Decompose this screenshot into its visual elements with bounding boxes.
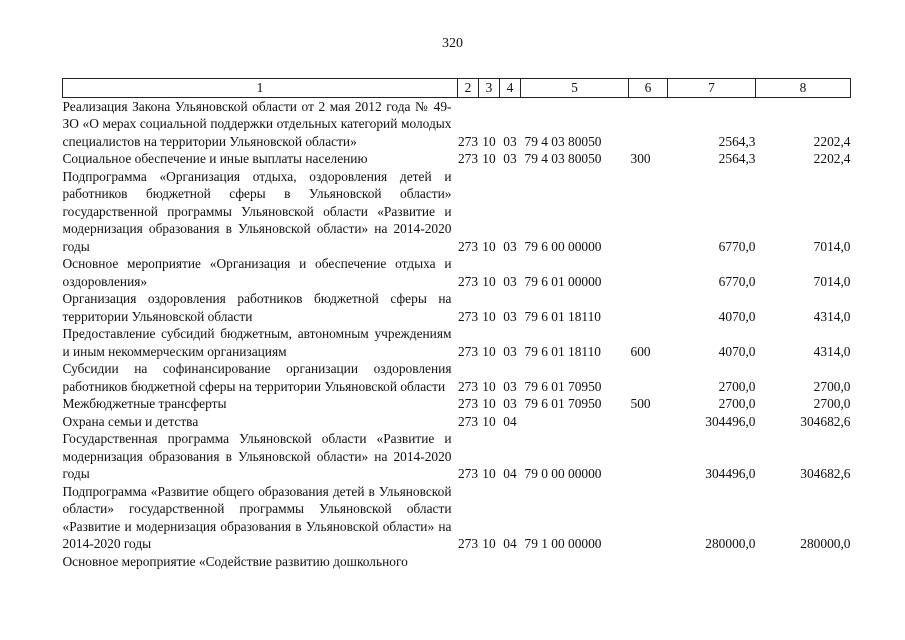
cell-subsection-code: 03: [503, 151, 517, 166]
cell-amount-year1: 280000,0: [705, 536, 756, 551]
cell-description: Межбюджетные трансферты: [62, 396, 227, 411]
cell-description: Подпрограмма «Развитие общего образования детей в Ульяновской области» государственной программы Ульяновской области «Развитие и модернизация образования в Ульяновской области» на 2014-2020 годы: [62, 483, 452, 551]
cell-expense-type: 600: [630, 343, 651, 359]
column-header: 1: [63, 79, 458, 98]
cell-description: Основное мероприятие «Организация и обеспечение отдыха и оздоровления»: [62, 256, 452, 289]
cell-amount-year2: 2202,4: [813, 133, 851, 149]
cell-amount-year1: 2564,3: [718, 133, 756, 149]
cell-expense-type: [629, 290, 668, 325]
table-row: [63, 553, 851, 571]
table-row: [63, 430, 851, 483]
cell-ministry-code: 273: [457, 396, 479, 411]
cell-amount-year1: 4070,0: [718, 343, 756, 359]
table-row: [63, 150, 851, 168]
cell-ministry-code: 273: [457, 273, 479, 289]
cell-subsection-code: 04: [503, 536, 517, 551]
cell-amount-year2: 2700,0: [813, 396, 851, 411]
cell-amount-year1: 304496,0: [705, 466, 756, 481]
cell-section-code: [479, 553, 500, 571]
cell-expense-type: [629, 360, 668, 395]
budget-table: [62, 78, 851, 570]
cell-expense-type: [629, 97, 668, 150]
cell-ministry-code: 273: [457, 466, 479, 481]
cell-subsection-code: 03: [503, 396, 517, 411]
cell-amount-year2: 304682,6: [800, 466, 851, 481]
cell-expense-type: [629, 413, 668, 431]
table-row: [63, 360, 851, 395]
cell-subsection-code: 03: [503, 308, 517, 324]
cell-ministry-code: 273: [457, 308, 479, 324]
cell-description: Предоставление субсидий бюджетным, автономным учреждениям и иным некоммерческим организациям: [62, 326, 452, 359]
cell-section-code: 10: [482, 273, 496, 289]
cell-ministry-code: 273: [457, 238, 479, 254]
table-row: [63, 395, 851, 413]
cell-subsection-code: 03: [503, 238, 517, 254]
cell-ministry-code: 273: [457, 378, 479, 394]
table-row: [63, 97, 851, 150]
cell-amount-year2: 2202,4: [813, 151, 851, 166]
cell-description: Организация оздоровления работников бюджетной сферы на территории Ульяновской области: [62, 291, 452, 324]
cell-description: Субсидии на софинансирование организации оздоровления работников бюджетной сферы на территории Ульяновской области: [62, 361, 452, 394]
table-row: [63, 255, 851, 290]
cell-section-code: 10: [482, 238, 496, 254]
cell-description: Реализация Закона Ульяновской области от 2 мая 2012 года № 49-ЗО «О мерах социальной поддержки отдельных категорий молодых специалистов на территории Ульяновской области»: [62, 98, 452, 149]
cell-section-code: 10: [482, 536, 496, 551]
cell-ministry-code: 273: [457, 536, 479, 551]
cell-target-article: [521, 413, 629, 431]
column-header: 5: [521, 79, 629, 98]
table-row: [63, 290, 851, 325]
column-header: 6: [629, 79, 668, 98]
cell-ministry-code: [458, 553, 479, 571]
cell-amount-year1: 2700,0: [718, 396, 756, 411]
column-header: 7: [668, 79, 756, 98]
cell-amount-year2: 304682,6: [800, 413, 851, 429]
cell-expense-type: [629, 255, 668, 290]
cell-section-code: 10: [482, 151, 496, 166]
cell-subsection-code: 04: [503, 466, 517, 481]
cell-amount-year2: 7014,0: [813, 273, 851, 289]
cell-description: Подпрограмма «Организация отдыха, оздоровления детей и работников бюджетной сферы в Ульяновской области» государственной программы Ульяновской области «Развитие и модернизация образования в Ульяновской области» на 2014-2020 годы: [62, 168, 452, 254]
cell-ministry-code: 273: [457, 133, 479, 149]
cell-section-code: 10: [482, 413, 496, 429]
cell-amount-year2: 280000,0: [800, 536, 851, 551]
cell-ministry-code: 273: [457, 151, 479, 166]
cell-subsection-code: 04: [503, 413, 517, 429]
cell-target-article: 79 1 00 00000: [524, 536, 602, 551]
page-number: 320: [442, 36, 463, 51]
cell-section-code: 10: [482, 343, 496, 359]
cell-target-article: 79 6 01 18110: [524, 343, 601, 359]
cell-description: Охрана семьи и детства: [62, 413, 199, 429]
cell-target-article: [521, 553, 629, 571]
cell-subsection-code: 03: [503, 343, 517, 359]
cell-section-code: 10: [482, 308, 496, 324]
column-header: 3: [479, 79, 500, 98]
table-row: [63, 413, 851, 431]
cell-section-code: 10: [482, 466, 496, 481]
column-header: 2: [458, 79, 479, 98]
cell-target-article: 79 6 01 70950: [524, 396, 602, 411]
cell-amount-year1: 4070,0: [718, 308, 756, 324]
cell-description: Социальное обеспечение и иные выплаты населению: [62, 151, 368, 166]
cell-expense-type: [629, 553, 668, 571]
cell-target-article: 79 4 03 80050: [524, 151, 602, 166]
cell-amount-year2: 2700,0: [813, 378, 851, 394]
cell-expense-type: [629, 430, 668, 483]
cell-target-article: 79 6 00 00000: [524, 238, 602, 254]
cell-expense-type: [629, 168, 668, 256]
cell-target-article: 79 6 01 70950: [524, 378, 602, 394]
cell-amount-year2: 4314,0: [813, 308, 851, 324]
cell-section-code: 10: [482, 396, 496, 411]
cell-section-code: 10: [482, 133, 496, 149]
column-header: 4: [500, 79, 521, 98]
cell-amount-year1: 6770,0: [718, 273, 756, 289]
cell-expense-type: [629, 483, 668, 553]
cell-amount-year1: [668, 553, 756, 571]
cell-section-code: 10: [482, 378, 496, 394]
cell-subsection-code: 03: [503, 273, 517, 289]
cell-expense-type: 300: [630, 151, 651, 166]
table-row: [63, 168, 851, 256]
cell-subsection-code: 03: [503, 133, 517, 149]
cell-amount-year1: 2700,0: [718, 378, 756, 394]
cell-amount-year1: 304496,0: [705, 413, 756, 429]
cell-target-article: 79 0 00 00000: [524, 466, 602, 481]
cell-amount-year2: 4314,0: [813, 343, 851, 359]
cell-subsection-code: [500, 553, 521, 571]
cell-amount-year1: 2564,3: [718, 151, 756, 166]
cell-ministry-code: 273: [457, 343, 479, 359]
cell-description: Основное мероприятие «Содействие развитию дошкольного: [62, 553, 408, 569]
cell-expense-type: 500: [630, 396, 651, 411]
column-header: 8: [756, 79, 851, 98]
cell-target-article: 79 4 03 80050: [524, 133, 602, 149]
cell-subsection-code: 03: [503, 378, 517, 394]
table-header-row: [63, 79, 851, 98]
cell-target-article: 79 6 01 00000: [524, 273, 602, 289]
cell-amount-year2: [756, 553, 851, 571]
table-row: [63, 483, 851, 553]
cell-amount-year2: 7014,0: [813, 238, 851, 254]
table-row: [63, 325, 851, 360]
cell-target-article: 79 6 01 18110: [524, 308, 601, 324]
cell-amount-year1: 6770,0: [718, 238, 756, 254]
cell-ministry-code: 273: [457, 413, 479, 429]
cell-description: Государственная программа Ульяновской области «Развитие и модернизация образования в Ульяновской области» на 2014-2020 годы: [62, 431, 452, 481]
